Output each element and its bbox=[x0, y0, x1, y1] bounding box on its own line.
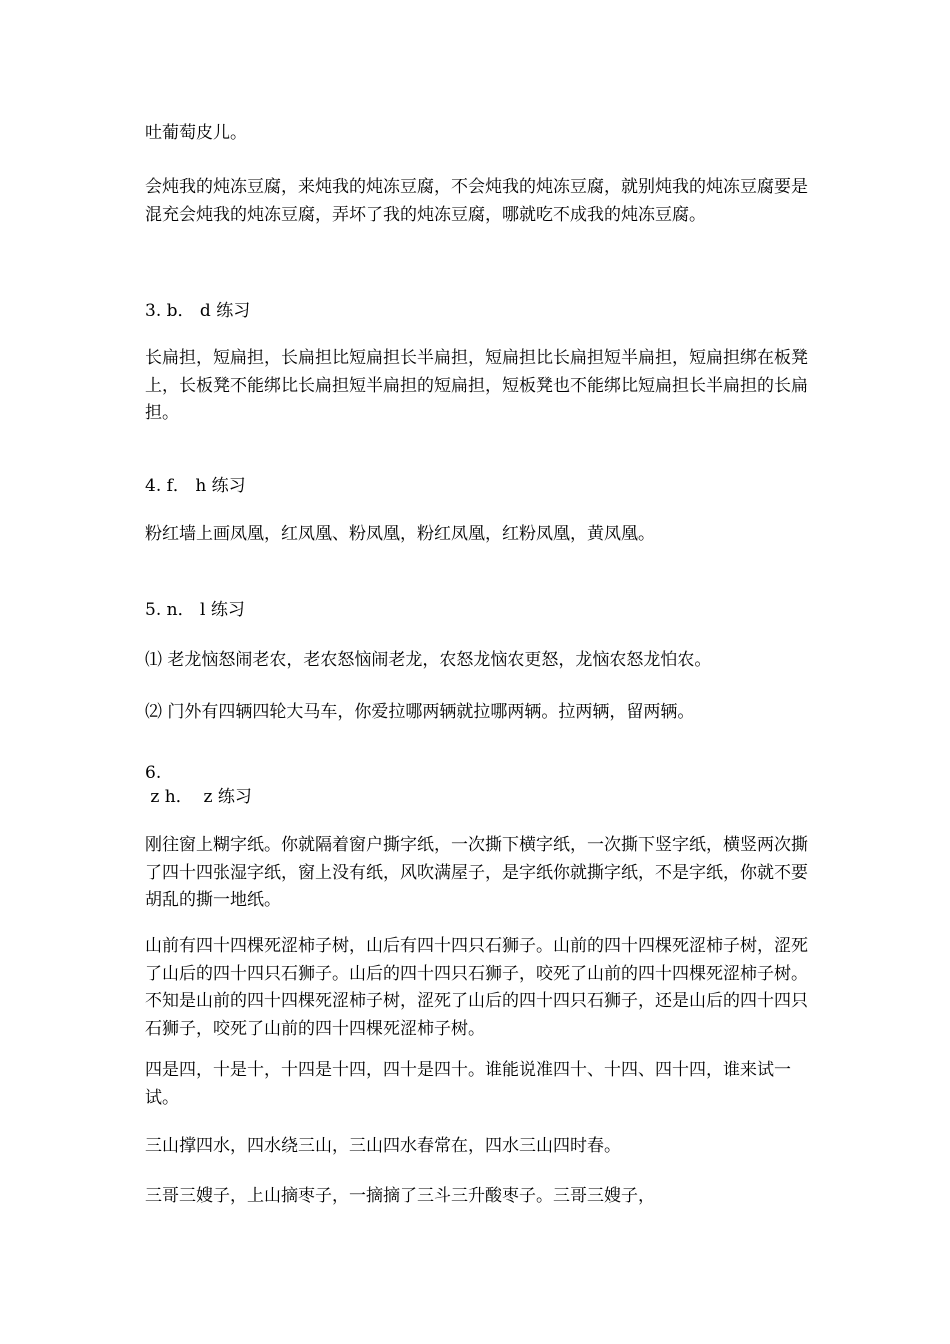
heading-section-6-number: 6. bbox=[145, 763, 162, 783]
heading-section-3: 3. b． d 练习 bbox=[145, 301, 251, 321]
paragraph-four-ten: 四是四，十是十，十四是十四，四十是四十。谁能说准四十、十四、四十四，谁来试一试。 bbox=[145, 1060, 791, 1108]
paragraph-stone-lions: 山前有四十四棵死涩柿子树，山后有四十四只石狮子。山前的四十四棵死涩柿子树，涩死了山后的四十四只石狮子。山后的四十四只石狮子，咬死了山前的四十四棵死涩柿子树。不知是山前的四十四棵死涩柿子树，涩死了山后的四十四只石狮子，还是山后的四十四只石狮子，咬死了山前的四十四棵死涩柿子树。 bbox=[145, 936, 808, 1039]
heading-section-5: 5. n． l 练习 bbox=[145, 600, 245, 620]
paragraph-mountains-waters: 三山撑四水，四水绕三山，三山四水春常在，四水三山四时春。 bbox=[145, 1136, 621, 1156]
paragraph-grape-skin: 吐葡萄皮儿。 bbox=[145, 123, 247, 143]
paragraph-carrying-pole: 长扁担，短扁担，长扁担比短扁担长半扁担，短扁担比长扁担短半扁担，短扁担绑在板凳上，长板凳不能绑比长扁担短半扁担的短扁担，短板凳也不能绑比短扁担长半扁担的长扁担。 bbox=[145, 348, 808, 423]
paragraph-frozen-tofu: 会炖我的炖冻豆腐，来炖我的炖冻豆腐，不会炖我的炖冻豆腐，就别炖我的炖冻豆腐要是混充会炖我的炖冻豆腐，弄坏了我的炖冻豆腐，哪就吃不成我的炖冻豆腐。 bbox=[145, 177, 808, 225]
heading-section-6-title: z h． z 练习 bbox=[145, 787, 252, 807]
paragraph-old-dragon: ⑴ 老龙恼怒闹老农，老农怒恼闹老龙，农怒龙恼农更怒，龙恼农怒龙怕农。 bbox=[145, 650, 712, 670]
paragraph-carriages: ⑵ 门外有四辆四轮大马车，你爱拉哪两辆就拉哪两辆。拉两辆，留两辆。 bbox=[145, 702, 695, 722]
paragraph-jujubes: 三哥三嫂子，上山摘枣子，一摘摘了三斗三升酸枣子。三哥三嫂子， bbox=[145, 1186, 655, 1206]
paragraph-paper-window: 刚往窗上糊字纸。你就隔着窗户撕字纸，一次撕下横字纸，一次撕下竖字纸，横竖两次撕了四十四张湿字纸，窗上没有纸，风吹满屋子，是字纸你就撕字纸，不是字纸，你就不要胡乱的撕一地纸。 bbox=[145, 835, 808, 910]
heading-section-4: 4. f． h 练习 bbox=[145, 476, 246, 496]
paragraph-phoenix: 粉红墙上画凤凰，红凤凰、粉凤凰，粉红凤凰，红粉凤凰，黄凤凰。 bbox=[145, 524, 655, 544]
